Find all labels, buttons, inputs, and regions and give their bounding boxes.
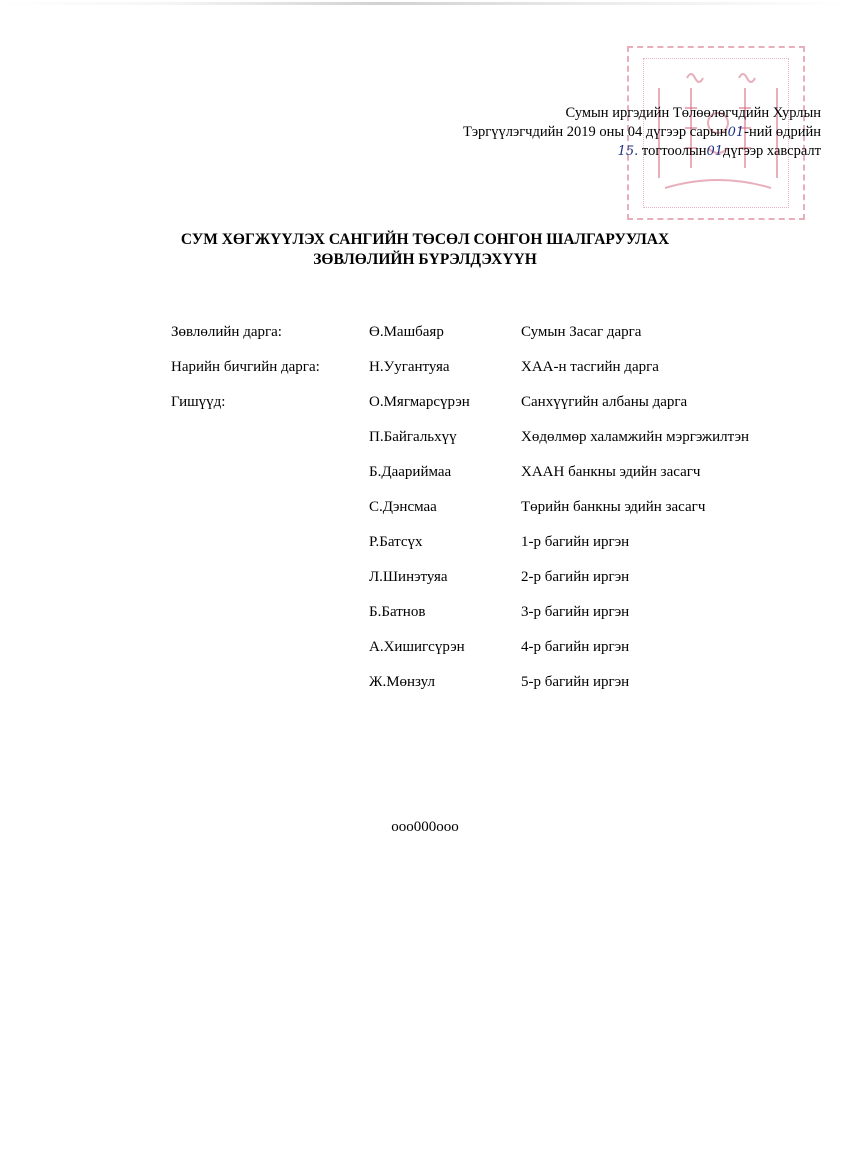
handwritten-day: 01 bbox=[727, 125, 745, 140]
document-title bbox=[0, 230, 850, 270]
member-position: ХААН банкны эдийн засагч bbox=[521, 464, 701, 480]
handwritten-annex-number: 01 bbox=[706, 144, 724, 159]
member-name: Ө.Машбаяр bbox=[369, 324, 444, 340]
member-position: Санхүүгийн албаны дарга bbox=[521, 394, 688, 410]
annex-line-3-mid: тогтоолын bbox=[638, 143, 707, 159]
member-position: 4-р багийн иргэн bbox=[521, 639, 630, 655]
member-name: Ж.Мөнзул bbox=[369, 674, 435, 690]
scan-edge-artifact bbox=[0, 2, 850, 5]
member-role: Гишүүд: bbox=[171, 394, 226, 410]
member-name: С.Дэнсмаа bbox=[369, 499, 437, 515]
member-position: Сумын Засаг дарга bbox=[521, 324, 642, 340]
annex-line-3 bbox=[463, 142, 821, 161]
annex-line-2-suffix: -ний өдрийн bbox=[744, 124, 821, 140]
annex-header bbox=[463, 104, 821, 161]
annex-line-1: Сумын иргэдийн Төлөөлөгчдийн Хурлын bbox=[565, 105, 821, 121]
member-name: О.Мягмарсүрэн bbox=[369, 394, 470, 410]
annex-line-2 bbox=[463, 123, 821, 142]
member-name: А.Хишигсүрэн bbox=[369, 639, 465, 655]
member-position: ХАА-н тасгийн дарга bbox=[521, 359, 659, 375]
member-name: Б.Батнов bbox=[369, 604, 426, 620]
member-position: Хөдөлмөр халамжийн мэргэжилтэн bbox=[521, 429, 750, 445]
member-name: Б.Даариймаа bbox=[369, 464, 452, 480]
annex-line-2-prefix: Тэргүүлэгчдийн 2019 оны 04 дүгээр сарын bbox=[462, 124, 728, 140]
member-position: Төрийн банкны эдийн засагч bbox=[521, 499, 706, 515]
member-position: 1-р багийн иргэн bbox=[521, 534, 630, 550]
closing-ornament: ooo000ooo bbox=[391, 819, 459, 835]
member-name: Р.Батсүх bbox=[369, 534, 423, 550]
title-line-2: ЗӨВЛӨЛИЙН БҮРЭЛДЭХҮҮН bbox=[313, 251, 537, 268]
member-name: Н.Уугантуяа bbox=[369, 359, 450, 375]
member-position: 2-р багийн иргэн bbox=[521, 569, 630, 585]
handwritten-resolution-number: 15. bbox=[617, 144, 639, 159]
member-position: 5-р багийн иргэн bbox=[521, 674, 630, 690]
member-name: Л.Шинэтуяа bbox=[369, 569, 448, 585]
annex-line-3-suffix: дүгээр хавсралт bbox=[723, 143, 821, 159]
title-line-1: СУМ ХӨГЖҮҮЛЭХ САНГИЙН ТӨСӨЛ СОНГОН ШАЛГАРУУЛАХ bbox=[180, 231, 670, 248]
member-role: Зөвлөлийн дарга: bbox=[171, 324, 282, 340]
member-role: Нарийн бичгийн дарга: bbox=[171, 359, 320, 375]
member-name: П.Байгальхүү bbox=[369, 429, 457, 445]
member-position: 3-р багийн иргэн bbox=[521, 604, 630, 620]
